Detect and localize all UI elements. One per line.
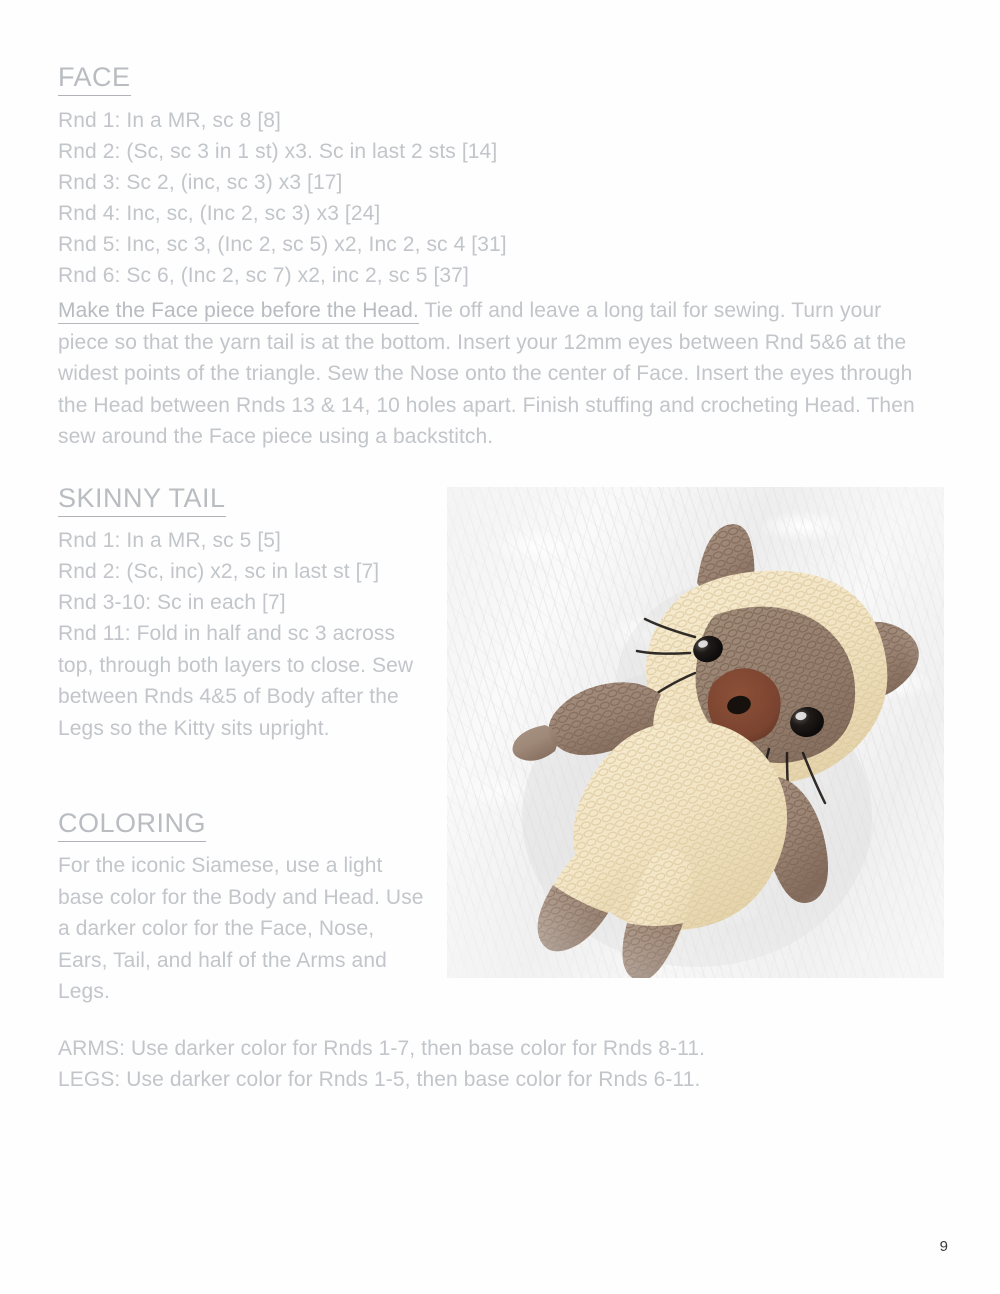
legs-color-note: LEGS: Use darker color for Rnds 1-5, then base color for Rnds 6-11. [58, 1068, 701, 1091]
skinny-tail-round-1: Rnd 1: In a MR, sc 5 [5] [58, 529, 281, 553]
face-instruction-paragraph [58, 295, 933, 453]
skinny-tail-heading: SKINNY TAIL [58, 483, 226, 517]
coloring-heading: COLORING [58, 808, 206, 842]
skinny-tail-round-3-10: Rnd 3-10: Sc in each [7] [58, 591, 286, 615]
section-arms-legs [58, 1033, 938, 1095]
face-round-6: Rnd 6: Sc 6, (Inc 2, sc 7) x2, inc 2, sc 5 [37] [58, 264, 469, 288]
skinny-tail-round-2: Rnd 2: (Sc, inc) x2, sc in last st [7] [58, 560, 380, 584]
kitty-photo [447, 487, 944, 978]
section-skinny-tail [58, 483, 438, 744]
page-number: 9 [939, 1238, 948, 1255]
face-note-body: Tie off and leave a long tail for sewing. Turn your piece so that the yarn tail is at the bottom. Insert your 12mm eyes between Rnd 5&6 at the widest points of the triangle. Sew the Nose onto the center of Face. Insert the eyes through the Head between Rnds 13 & 14, 10 holes apart. Finish stuffing and crocheting Head. Then sew around the Face piece using a backstitch. [58, 299, 915, 449]
face-round-1: Rnd 1: In a MR, sc 8 [8] [58, 109, 281, 133]
face-round-5: Rnd 5: Inc, sc 3, (Inc 2, sc 5) x2, Inc 2, sc 4 [31] [58, 233, 507, 257]
face-note-emphasis: Make the Face piece before the Head. [58, 299, 419, 323]
face-round-2: Rnd 2: (Sc, sc 3 in 1 st) x3. Sc in last 2 sts [14] [58, 140, 498, 164]
coloring-paragraph: For the iconic Siamese, use a light base color for the Body and Head. Use a darker color for the Face, Nose, Ears, Tail, and half of the Arms and Legs. [58, 854, 424, 1004]
section-coloring [58, 808, 438, 1008]
arms-color-note: ARMS: Use darker color for Rnds 1-7, then base color for Rnds 8-11. [58, 1037, 706, 1060]
face-round-4: Rnd 4: Inc, sc, (Inc 2, sc 3) x3 [24] [58, 202, 381, 226]
section-face [58, 62, 938, 453]
skinny-tail-closing-paragraph: Rnd 11: Fold in half and sc 3 across top, through both layers to close. Sew between Rnds 4&5 of Body after the Legs so the Kitty sits upright. [58, 622, 414, 740]
face-rounds-list [58, 105, 938, 291]
photo-vignette [447, 487, 944, 978]
skinny-tail-rounds-list [58, 525, 438, 618]
face-round-3: Rnd 3: Sc 2, (inc, sc 3) x3 [17] [58, 171, 343, 195]
face-heading: FACE [58, 62, 131, 96]
